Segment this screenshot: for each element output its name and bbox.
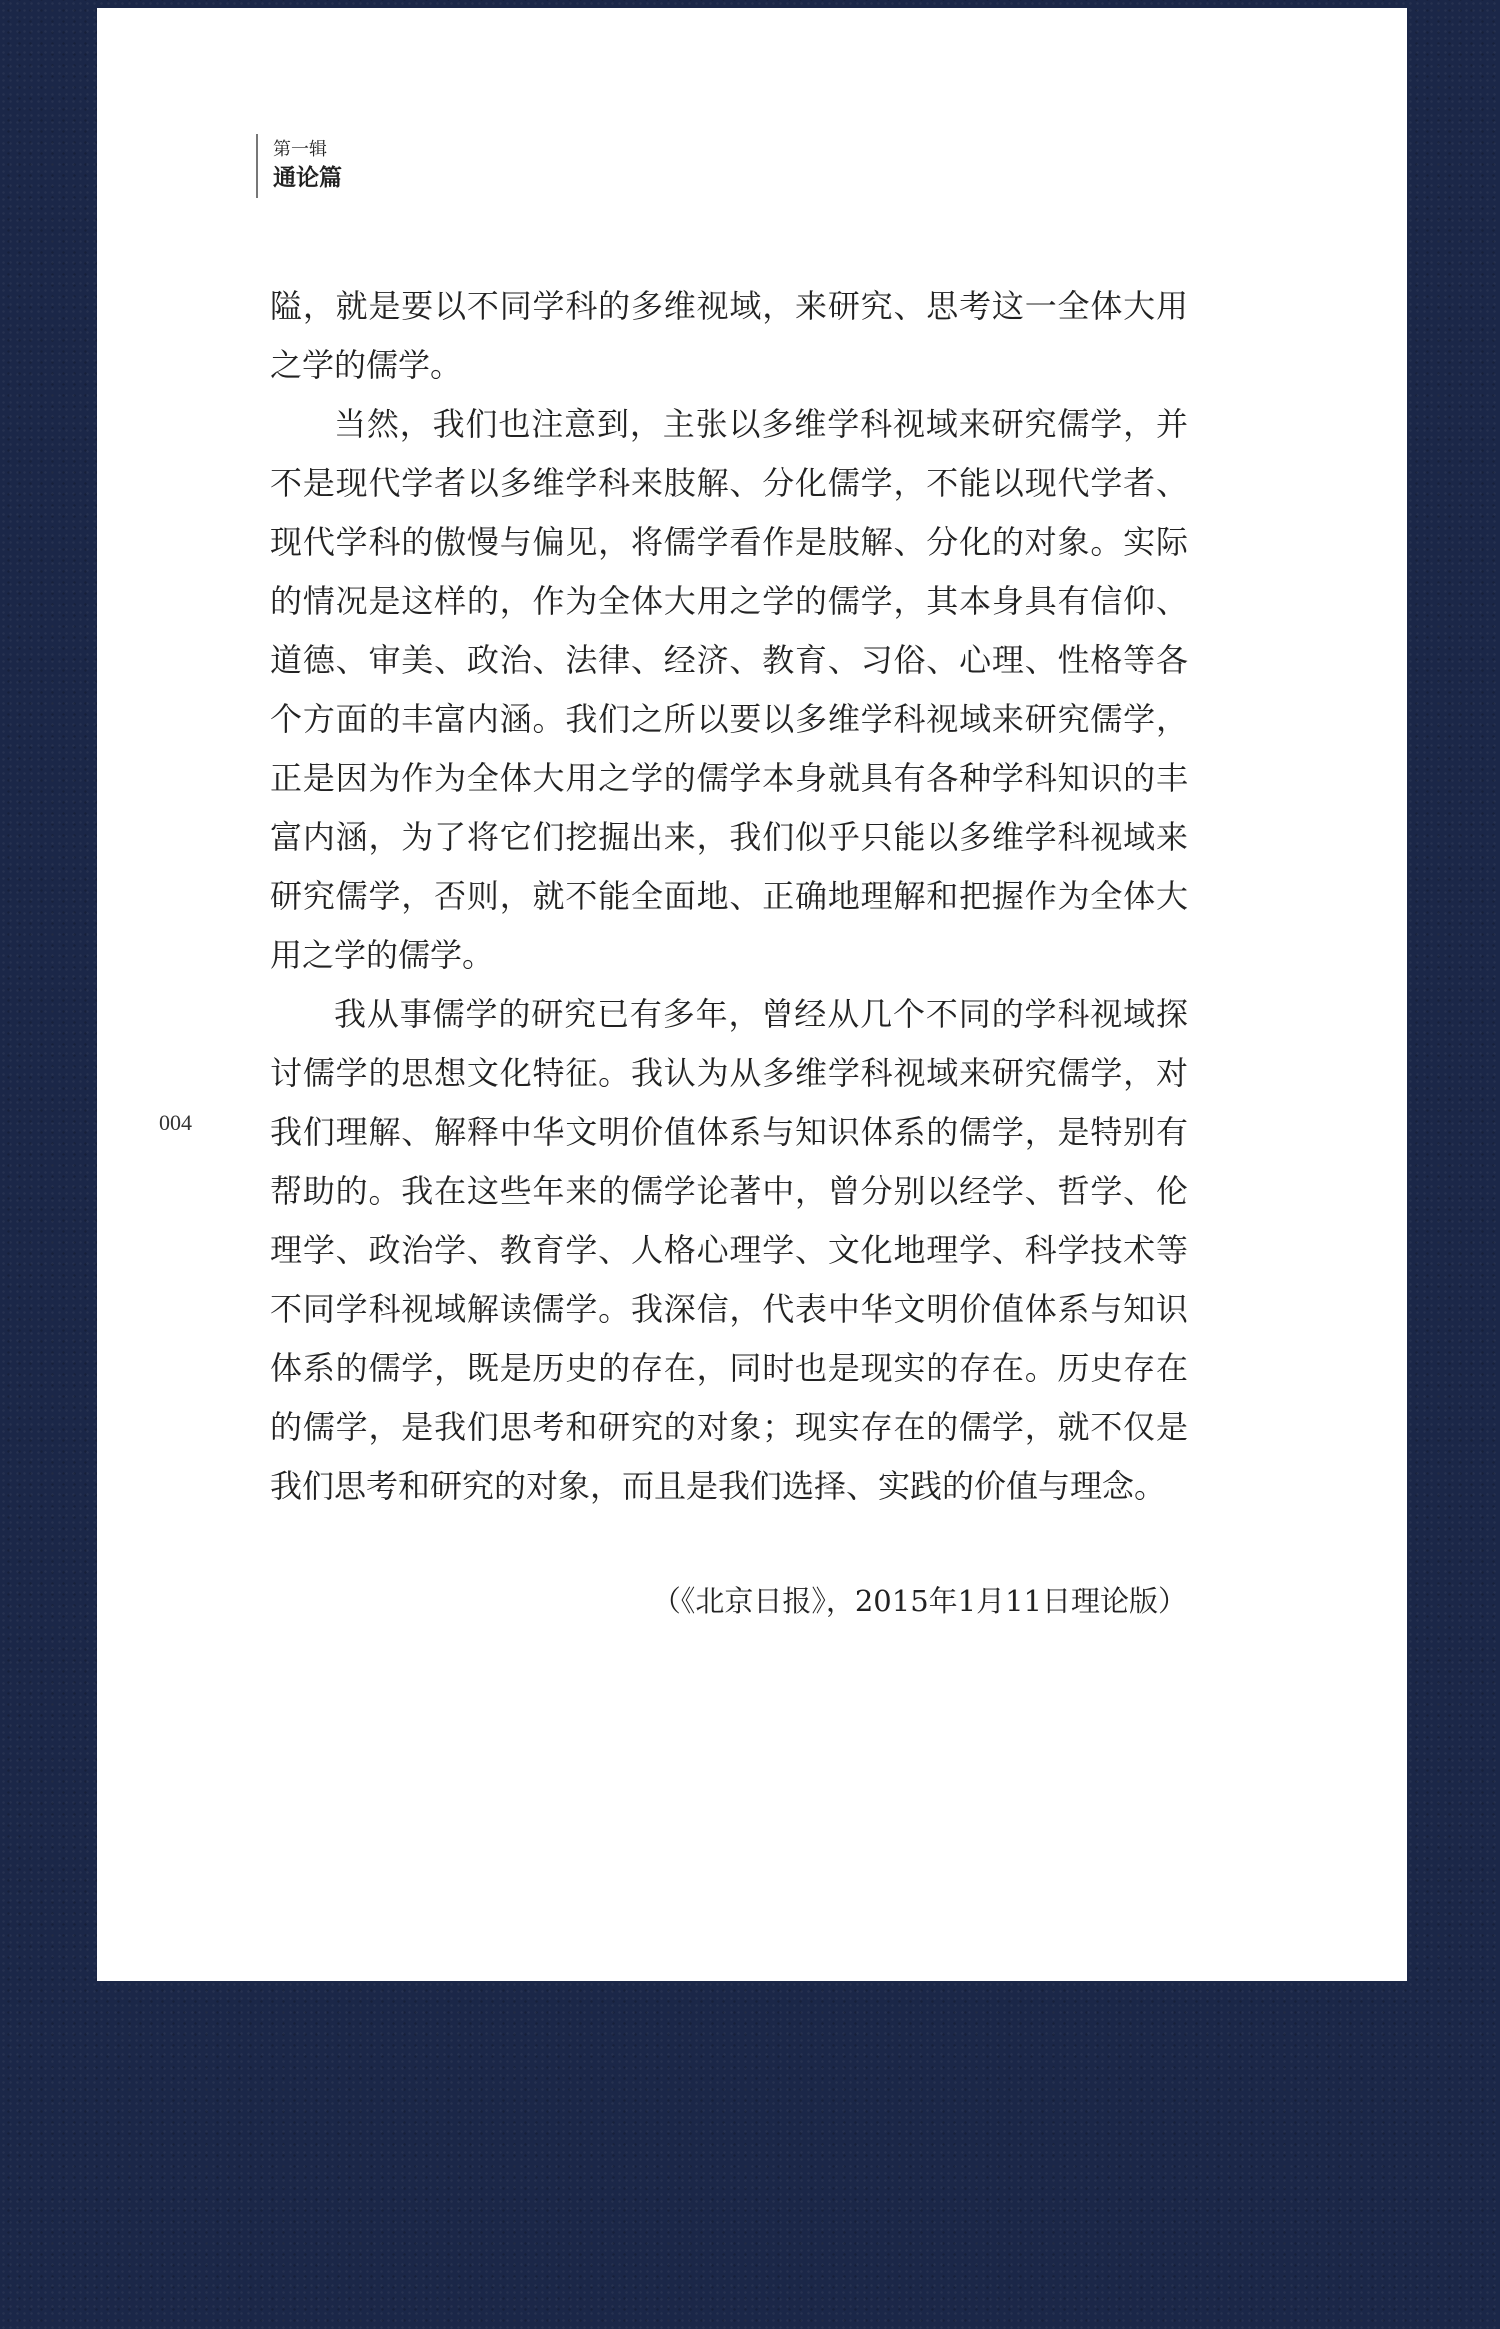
paragraph: 当然，我们也注意到，主张以多维学科视域来研究儒学，并不是现代学者以多维学科来肢解、分化儒学，不能以现代学者、现代学科的傲慢与偏见，将儒学看作是肢解、分化的对象。实际的情况是这样的，作为全体大用之学的儒学，其本身具有信仰、道德、审美、政治、法律、经济、教育、习俗、心理、性格等各个方面的丰富内涵。我们之所以要以多维学科视域来研究儒学，正是因为作为全体大用之学的儒学本身就具有各种学科知识的丰富内涵，为了将它们挖掘出来，我们似乎只能以多维学科视域来研究儒学，否则，就不能全面地、正确地理解和把握作为全体大用之学的儒学。 <box>270 405 1188 974</box>
book-page <box>97 8 1407 1981</box>
paragraph-continued: 隘，就是要以不同学科的多维视域，来研究、思考这一全体大用之学的儒学。 <box>270 287 1188 384</box>
part-title: 通论篇 <box>273 165 342 191</box>
page-number: 004 <box>159 1110 192 1135</box>
body-text <box>270 277 1188 1516</box>
running-head <box>256 134 342 198</box>
source-citation: （《北京日报》，2015年1月11日理论版） <box>651 1584 1187 1618</box>
paragraph: 我从事儒学的研究已有多年，曾经从几个不同的学科视域探讨儒学的思想文化特征。我认为从多维学科视域来研究儒学，对我们理解、解释中华文明价值体系与知识体系的儒学，是特别有帮助的。我在这些年来的儒学论著中，曾分别以经学、哲学、伦理学、政治学、教育学、人格心理学、文化地理学、科学技术等不同学科视域解读儒学。我深信，代表中华文明价值体系与知识体系的儒学，既是历史的存在，同时也是现实的存在。历史存在的儒学，是我们思考和研究的对象；现实存在的儒学，就不仅是我们思考和研究的对象，而且是我们选择、实践的价值与理念。 <box>270 995 1188 1505</box>
part-label: 第一辑 <box>273 139 327 160</box>
